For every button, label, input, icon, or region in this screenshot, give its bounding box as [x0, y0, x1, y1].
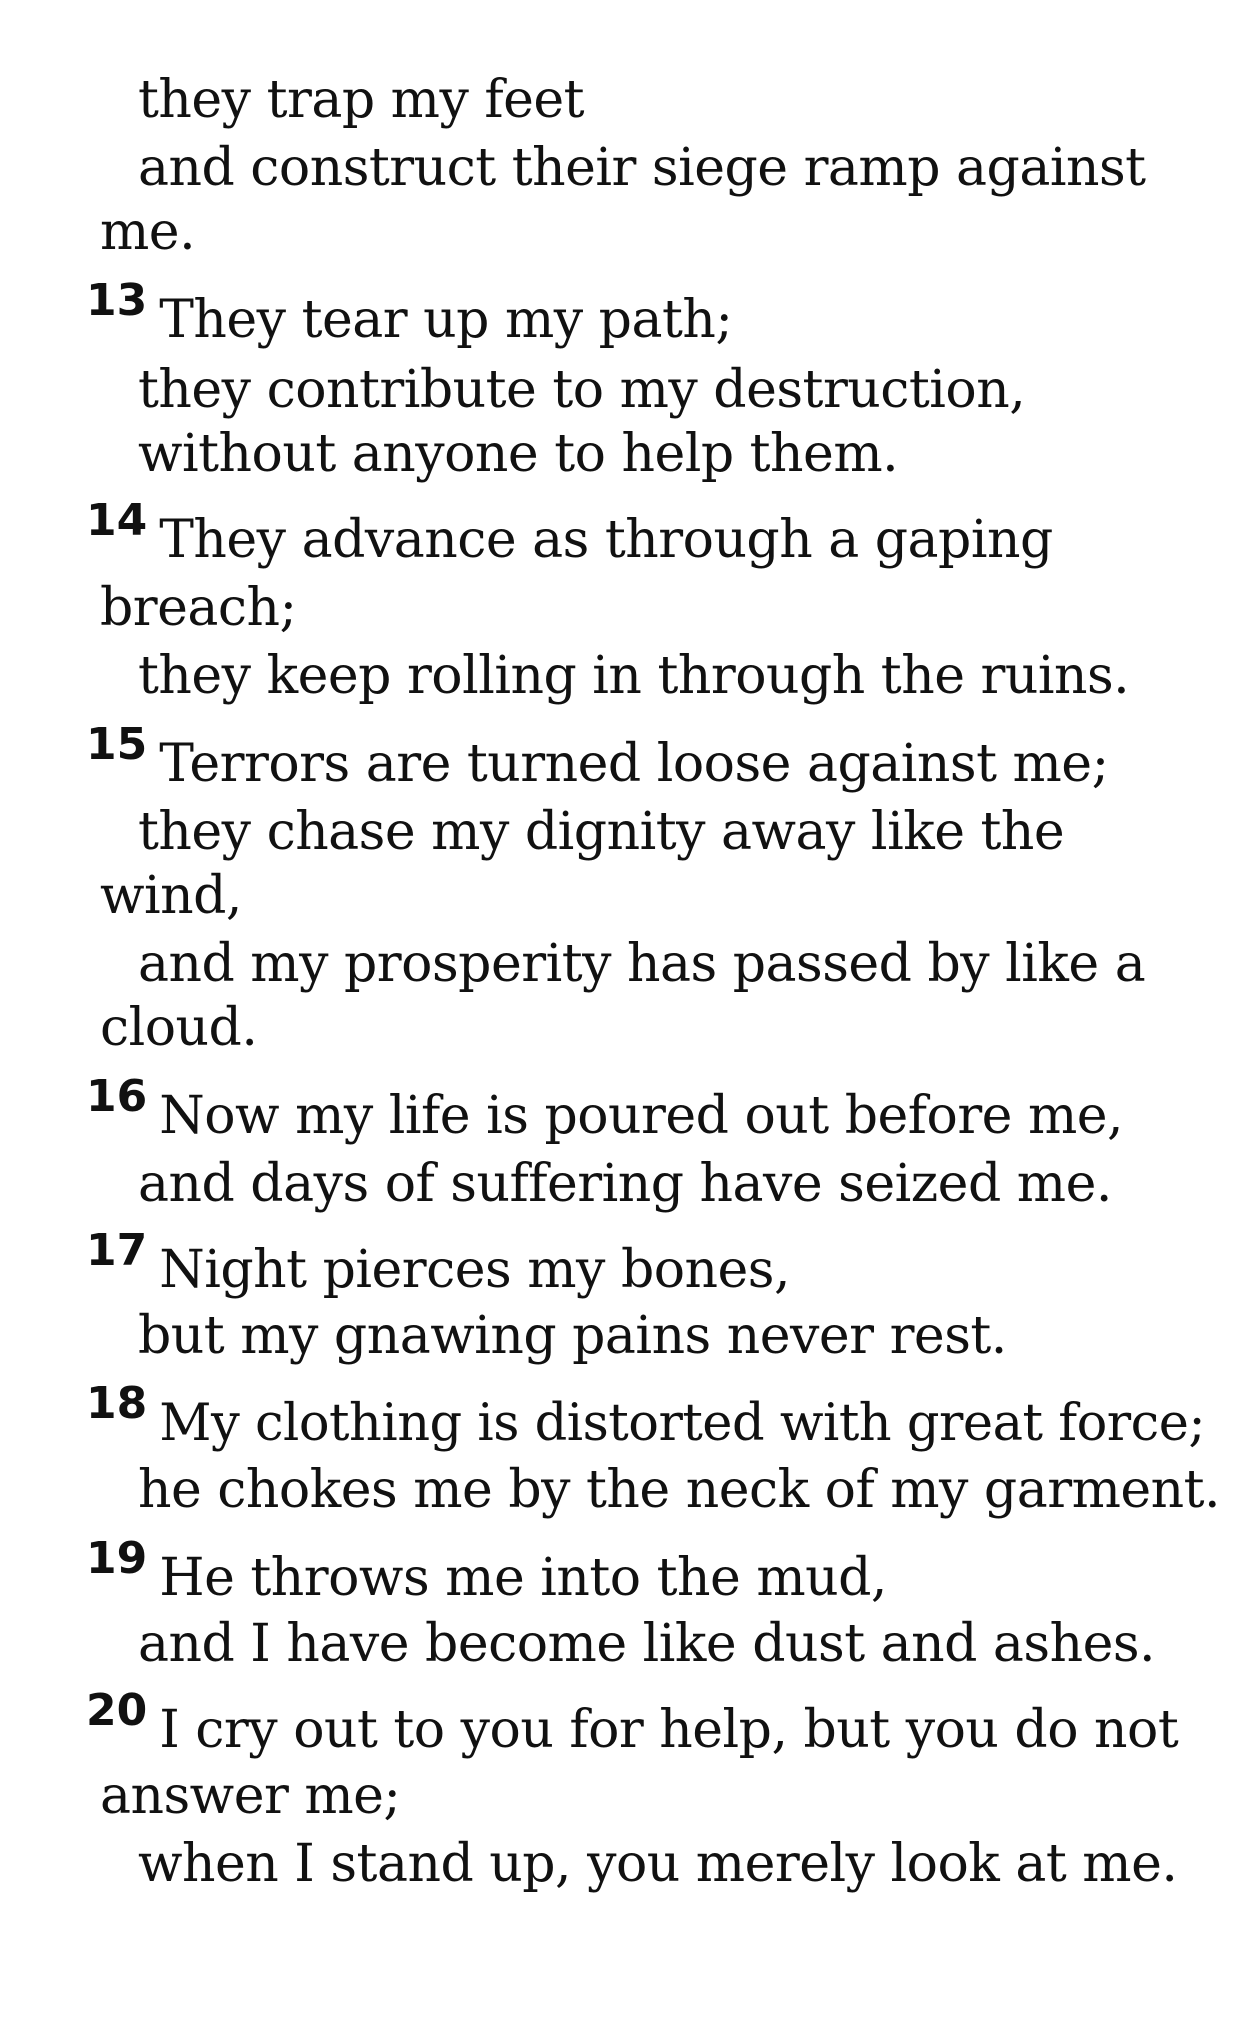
verse-text: and construct their siege ramp against — [138, 138, 1146, 198]
verse-text: answer me; — [100, 1766, 401, 1826]
text-line — [138, 424, 898, 484]
verse-text: they contribute to my destruction, — [138, 360, 1026, 420]
verse-line — [86, 1685, 1179, 1763]
verse-text: Night pierces my bones, — [159, 1240, 791, 1300]
verse-text: when I stand up, you merely look at me. — [138, 1834, 1178, 1894]
text-line — [100, 866, 242, 926]
verse-text: and days of suffering have seized me. — [138, 1154, 1112, 1214]
text-line — [100, 202, 195, 262]
verse-line — [86, 1378, 1206, 1456]
verse-number: 17 — [86, 1225, 148, 1276]
verse-number: 13 — [86, 275, 148, 326]
text-line — [138, 1834, 1177, 1894]
verse-text: They advance as through a gaping — [159, 510, 1053, 570]
verse-line — [86, 719, 1109, 797]
text-line — [138, 646, 1129, 706]
verse-text: They tear up my path; — [159, 290, 733, 350]
verse-text: me. — [100, 202, 196, 262]
verse-text: breach; — [100, 578, 297, 638]
text-line — [138, 1614, 1155, 1674]
verse-text: Now my life is poured out before me, — [159, 1086, 1124, 1146]
verse-text: they trap my feet — [138, 70, 585, 130]
text-line — [138, 934, 1145, 994]
verse-text: and I have become like dust and ashes. — [138, 1614, 1156, 1674]
verse-number: 15 — [86, 719, 148, 770]
verse-text: and my prosperity has passed by like a — [138, 934, 1146, 994]
verse-line — [86, 275, 733, 353]
verse-text: cloud. — [100, 998, 258, 1058]
verse-text: he chokes me by the neck of my garment. — [138, 1460, 1221, 1520]
text-line — [138, 1460, 1220, 1520]
verse-text: but my gnawing pains never rest. — [138, 1306, 1007, 1366]
verse-text: I cry out to you for help, but you do not — [159, 1700, 1179, 1760]
verse-line — [86, 1225, 791, 1303]
verse-number: 14 — [86, 495, 148, 546]
verse-number: 16 — [86, 1071, 148, 1122]
text-line — [138, 1154, 1112, 1214]
verse-number: 19 — [86, 1533, 148, 1584]
verse-text: wind, — [100, 866, 242, 926]
text-line — [100, 998, 257, 1058]
verse-text: without anyone to help them. — [138, 424, 899, 484]
verse-number: 18 — [86, 1378, 148, 1429]
verse-text: Terrors are turned loose against me; — [159, 734, 1109, 794]
text-line — [138, 138, 1146, 198]
text-line — [138, 360, 1025, 420]
text-line — [100, 1766, 400, 1826]
verse-text: they chase my dignity away like the — [138, 802, 1065, 862]
verse-number: 20 — [86, 1685, 148, 1736]
verse-line — [86, 1533, 887, 1611]
verse-text: My clothing is distorted with great force; — [159, 1394, 1206, 1453]
verse-text: they keep rolling in through the ruins. — [138, 646, 1130, 706]
text-line — [138, 802, 1064, 862]
verse-line — [86, 495, 1053, 573]
text-line — [138, 70, 584, 130]
text-line — [100, 578, 297, 638]
verse-text: He throws me into the mud, — [159, 1548, 887, 1608]
text-line — [138, 1306, 1007, 1366]
verse-line — [86, 1071, 1124, 1149]
